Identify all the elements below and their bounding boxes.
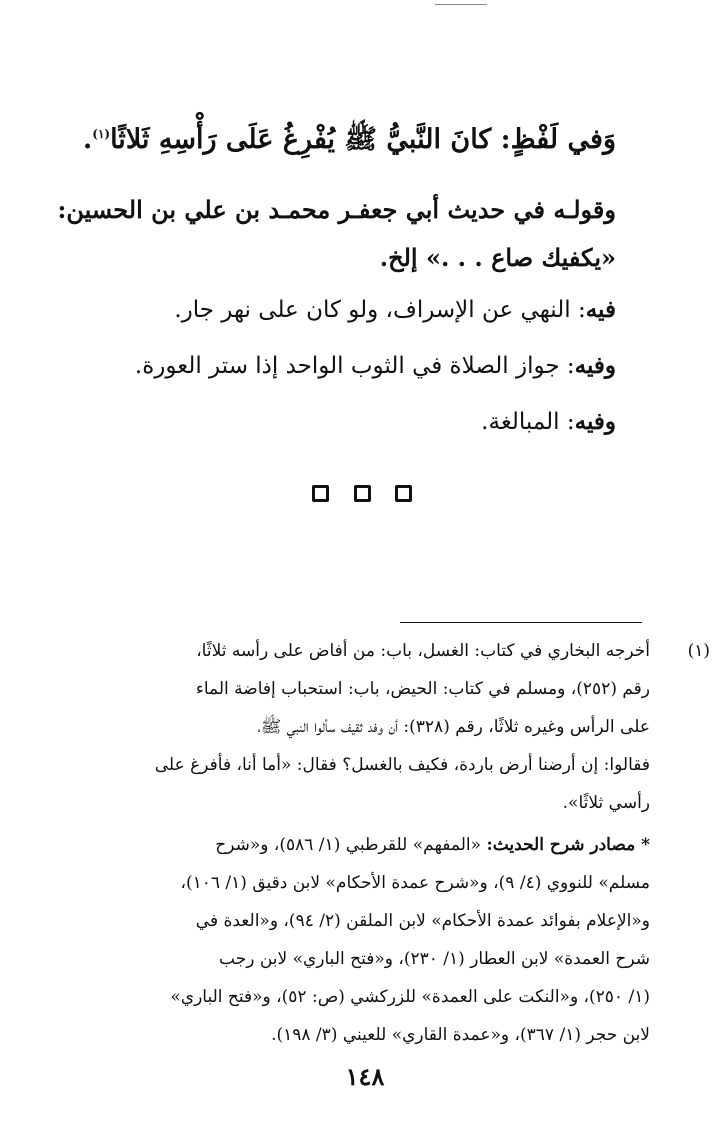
footnote-number: (١) — [687, 641, 710, 661]
sources-line: لابن حجر (١/ ٣٦٧)، و«عمدة القاري» للعيني (٣/ ١٩٨). — [271, 1025, 650, 1045]
sources-line: و«الإعلام بفوائد عمدة الأحكام» لابن الملقن (٢/ ٩٤)، و«العدة في — [195, 911, 650, 931]
separator-square — [354, 485, 371, 502]
sources-line: مسلم» للنووي (٤/ ٩)، و«شرح عمدة الأحكام» لابن دقيق (١/ ١٠٦)، — [180, 873, 650, 893]
point-3: وفيه: المبالغة. — [481, 408, 616, 435]
heading-line-2: «يكفيك صاع . . .» إلخ. — [379, 243, 616, 272]
footnote-line: رقم (٢٥٢)، ومسلم في كتاب: الحيض، باب: استحباب إفاضة الماء — [195, 679, 650, 699]
footnote-line: على الرأس وغيره ثلاثًا، رقم (٣٢٨): أن وفد ثقيف سألوا النبي ﷺ، — [257, 717, 650, 737]
point-1: فيه: النهي عن الإسراف، ولو كان على نهر جار. — [174, 296, 616, 323]
footnote-1 — [78, 632, 710, 822]
main-text — [57, 112, 616, 450]
footnotes — [78, 632, 710, 1054]
hadith-line: وَفي لَفْظٍ: كانَ النَّبيُّ ﷺ يُفْرِغُ عَلَى رَأْسِهِ ثَلاثًا$^{(١)}$. — [82, 124, 616, 155]
footnote-marker[interactable]: (١) — [92, 127, 111, 141]
section-separator — [312, 482, 412, 506]
page-number: ١٤٨ — [345, 1062, 385, 1091]
footnote-rule — [400, 622, 642, 623]
sources-line: * مصادر شرح الحديث: «المفهم» للقرطبي (١/ ٥٨٦)، و«شرح — [215, 835, 650, 855]
separator-square — [312, 485, 329, 502]
hadith-sources — [78, 826, 650, 1054]
sources-line: (١/ ٢٥٠)، و«النكت على العمدة» للزركشي (ص: ٥٢)، و«فتح الباري» — [170, 987, 650, 1007]
footnote-line: أخرجه البخاري في كتاب: الغسل، باب: من أفاض على رأسه ثلاثًا، — [196, 641, 650, 661]
footnote-line: رأسي ثلاثًا». — [562, 793, 650, 813]
top-rule — [435, 4, 487, 5]
footnote-line: فقالوا: إن أرضنا أرض باردة، فكيف بالغسل؟ فقال: «أما أنا، فأفرغ على — [154, 755, 650, 775]
heading-line-1: وقولـه في حديث أبي جعفـر محمـد بن علي بن الحسين: — [57, 195, 616, 224]
sources-label: * مصادر شرح الحديث: — [486, 835, 650, 855]
point-2: وفيه: جواز الصلاة في الثوب الواحد إذا ستر العورة. — [134, 352, 616, 379]
sources-line: شرح العمدة» لابن العطار (١/ ٢٣٠)، و«فتح الباري» لابن رجب — [219, 949, 650, 969]
separator-square — [395, 485, 412, 502]
